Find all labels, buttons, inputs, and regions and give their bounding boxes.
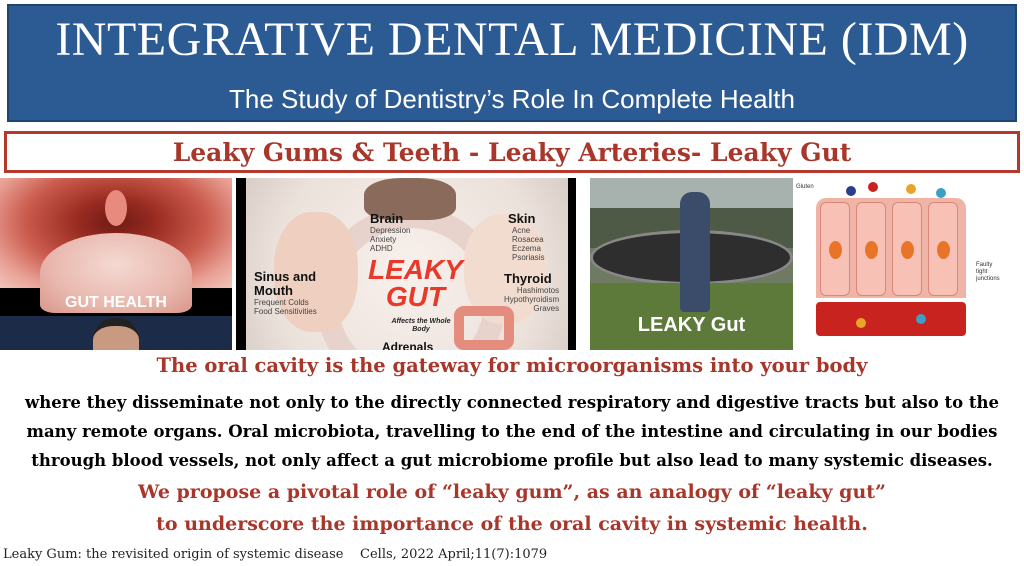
main-headline: The oral cavity is the gateway for microorganisms into your body bbox=[156, 354, 868, 377]
particle-dot bbox=[856, 318, 866, 328]
uvula-shape bbox=[105, 190, 127, 226]
epithelial-cell bbox=[892, 202, 922, 296]
leaky-gut-caption: LEAKY Gut bbox=[637, 314, 746, 336]
particle-dot bbox=[846, 186, 856, 196]
body-line-2: many remote organs. Oral microbiota, travelling to the end of the intestine and circulating in our bodies bbox=[26, 422, 998, 441]
person-figure bbox=[680, 192, 710, 312]
topic-heading: Leaky Gums & Teeth - Leaky Arteries- Leaky Gut bbox=[172, 138, 852, 167]
skin-title: Skin bbox=[508, 211, 536, 226]
propose-line-1: We propose a pivotal role of “leaky gum”, as an analogy of “leaky gut” bbox=[138, 481, 886, 503]
trampoline-photo bbox=[590, 178, 793, 350]
body-line-1: where they disseminate not only to the directly connected respiratory and digestive tracts but also to the bbox=[25, 393, 999, 412]
brain-title: Brain bbox=[370, 211, 404, 226]
sinus-items: Frequent Colds Food Sensitivities bbox=[254, 298, 317, 316]
particle-dot bbox=[916, 314, 926, 324]
particle-dot bbox=[906, 184, 916, 194]
adrenals-title: Adrenals bbox=[382, 340, 434, 350]
sinus-title: Sinus and Mouth bbox=[254, 269, 317, 298]
page-title: INTEGRATIVE DENTAL MEDICINE (IDM) bbox=[55, 13, 969, 66]
topic-box bbox=[4, 131, 1020, 173]
citation bbox=[3, 547, 547, 562]
junctions-label: Faulty tight junctions bbox=[976, 262, 1000, 282]
page-subtitle: The Study of Dentistry’s Role In Complete Health bbox=[228, 84, 795, 114]
cell-nucleus bbox=[937, 241, 950, 259]
thyroid-title: Thyroid bbox=[504, 271, 552, 286]
affects-note: Affects the Whole Body bbox=[391, 318, 451, 333]
propose-line-2: to underscore the importance of the oral cavity in systemic health. bbox=[156, 513, 868, 535]
presenter-head bbox=[93, 318, 139, 350]
leaky-gut-title bbox=[368, 256, 463, 310]
gut-word: GUT bbox=[385, 281, 445, 312]
intestinal-cells-diagram bbox=[796, 178, 1023, 350]
cell-nucleus bbox=[829, 241, 842, 259]
infographic-background bbox=[246, 178, 568, 350]
epithelial-cell bbox=[856, 202, 886, 296]
mouth-image bbox=[0, 178, 232, 350]
header-banner bbox=[7, 4, 1017, 122]
leaky-gut-infographic bbox=[236, 178, 576, 350]
leaky-word: LEAKY bbox=[368, 254, 463, 285]
body-line-3: through blood vessels, not only affect a gut microbiome profile but also lead to many systemic diseases. bbox=[31, 451, 993, 470]
citation-source: Cells, 2022 April;11(7):1079 bbox=[360, 547, 548, 562]
skin-items: Acne Rosacea Eczema Psoriasis bbox=[512, 226, 545, 262]
particle-dot bbox=[868, 182, 878, 192]
gluten-label: Gluten bbox=[796, 184, 814, 190]
brain-items: Depression Anxiety ADHD bbox=[370, 226, 411, 253]
cell-nucleus bbox=[865, 241, 878, 259]
citation-spacer bbox=[343, 547, 360, 562]
epithelial-cell bbox=[928, 202, 958, 296]
citation-title: Leaky Gum: the revisited origin of systemic disease bbox=[3, 547, 344, 562]
thyroid-items: Hashimotos Hypothyroidism Graves bbox=[504, 286, 560, 313]
particle-dot bbox=[936, 188, 946, 198]
gut-health-label: GUT HEALTH bbox=[65, 294, 167, 311]
cell-nucleus bbox=[901, 241, 914, 259]
blood-vessel bbox=[816, 302, 966, 336]
epithelial-cell bbox=[820, 202, 850, 296]
